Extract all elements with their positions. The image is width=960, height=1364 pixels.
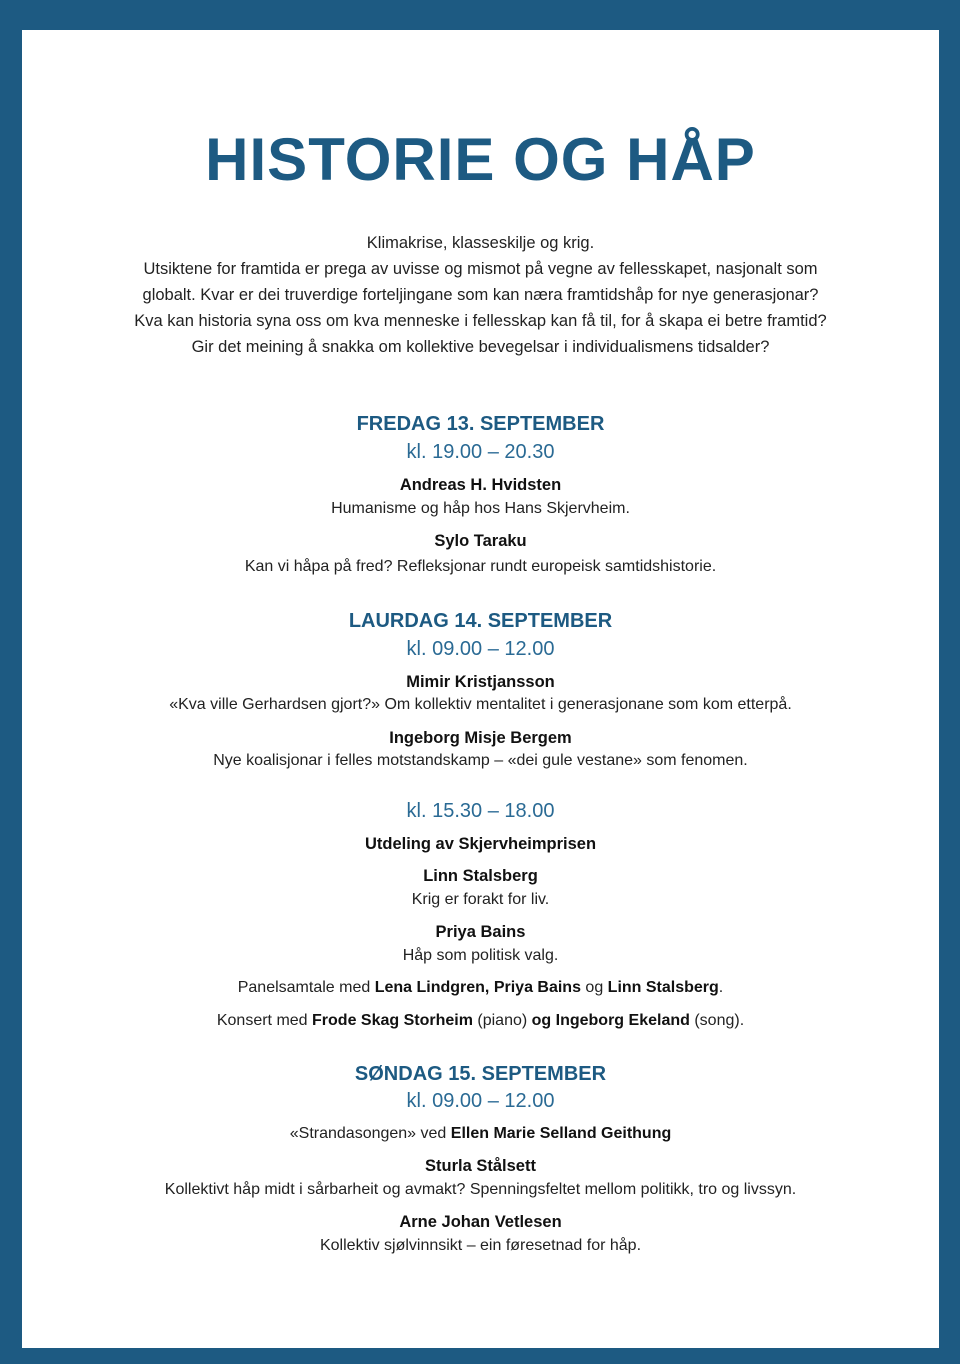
intro-line: Gir det meining å snakka om kollektive bevegelsar i individualismens tidsalder?	[191, 338, 770, 356]
panel-line	[22, 977, 939, 999]
intro-line: Kva kan historia syna oss om kva menneske i fellesskap kan få til, for å skapa ei betre framtid?	[134, 312, 827, 330]
panel-og: og	[580, 979, 608, 996]
concert-prefix: Konsert med	[216, 1012, 313, 1029]
concert-name-1: Frode Skag Storheim	[312, 1012, 473, 1029]
speaker-name: Priya Bains	[435, 923, 526, 941]
concert-mid: (piano)	[472, 1012, 532, 1029]
day-heading-saturday: LAURDAG 14. SEPTEMBER	[348, 610, 613, 632]
concert-end: (song).	[689, 1012, 745, 1029]
speaker-name: Mimir Kristjansson	[406, 673, 555, 691]
talk-title: Kan vi håpa på fred? Refleksjonar rundt europeisk samtidshistorie.	[244, 558, 717, 575]
speaker-name: Linn Stalsberg	[423, 867, 538, 885]
time-slot: kl. 15.30 – 18.00	[406, 800, 555, 822]
panel-prefix: Panelsamtale med	[237, 979, 375, 996]
speaker-name: Andreas H. Hvidsten	[399, 476, 562, 494]
concert-og: og	[531, 1012, 556, 1029]
panel-last-name: Linn Stalsberg	[607, 979, 719, 996]
time-slot: kl. 09.00 – 12.00	[406, 1090, 555, 1112]
talk-title: Humanisme og håp hos Hans Skjervheim.	[331, 500, 630, 517]
speaker-name: Sturla Stålsett	[425, 1157, 536, 1175]
panel-names: Lena Lindgren, Priya Bains	[374, 979, 581, 996]
song-line	[22, 1123, 939, 1145]
speaker-name: Arne Johan Vetlesen	[399, 1213, 562, 1231]
speaker-name: Sylo Taraku	[434, 532, 527, 550]
talk-title: Håp som politisk valg.	[402, 947, 559, 964]
intro-line: Klimakrise, klasseskilje og krig.	[366, 234, 595, 252]
song-performer: Ellen Marie Selland Geithung	[450, 1125, 672, 1142]
talk-title: Kollektiv sjølvinnsikt – ein føresetnad for håp.	[319, 1237, 642, 1254]
talk-title: Krig er forakt for liv.	[411, 891, 550, 908]
day-heading-friday: FREDAG 13. SEPTEMBER	[356, 413, 605, 435]
talk-title: Kollektivt håp midt i sårbarheit og avmakt? Spenningsfeltet mellom politikk, tro og livssyn.	[164, 1181, 797, 1198]
program-page	[22, 30, 939, 1348]
time-slot: kl. 19.00 – 20.30	[406, 441, 555, 463]
speaker-name: Ingeborg Misje Bergem	[389, 729, 572, 747]
page-title: HISTORIE OG HÅP	[205, 126, 756, 193]
day-heading-sunday: SØNDAG 15. SEPTEMBER	[354, 1063, 607, 1085]
talk-title: Nye koalisjonar i felles motstandskamp – «dei gule vestane» som fenomen.	[213, 752, 748, 769]
panel-end: .	[718, 979, 724, 996]
talk-title: «Kva ville Gerhardsen gjort?» Om kollektiv mentalitet i generasjonane som kom etterpå.	[169, 696, 792, 713]
concert-name-2: Ingeborg Ekeland	[555, 1012, 690, 1029]
concert-line	[22, 1010, 939, 1032]
award-title: Utdeling av Skjervheimprisen	[364, 835, 597, 853]
time-slot: kl. 09.00 – 12.00	[406, 638, 555, 660]
intro-line: Utsiktene for framtida er prega av uvisse og mismot på vegne av fellesskapet, nasjonalt som	[143, 260, 818, 278]
intro-line: globalt. Kvar er dei truverdige forteljingane som kan næra framtidshåp for nye generasjonar?	[142, 286, 819, 304]
intro-text	[22, 230, 939, 360]
song-prefix: «Strandasongen» ved	[289, 1125, 451, 1142]
